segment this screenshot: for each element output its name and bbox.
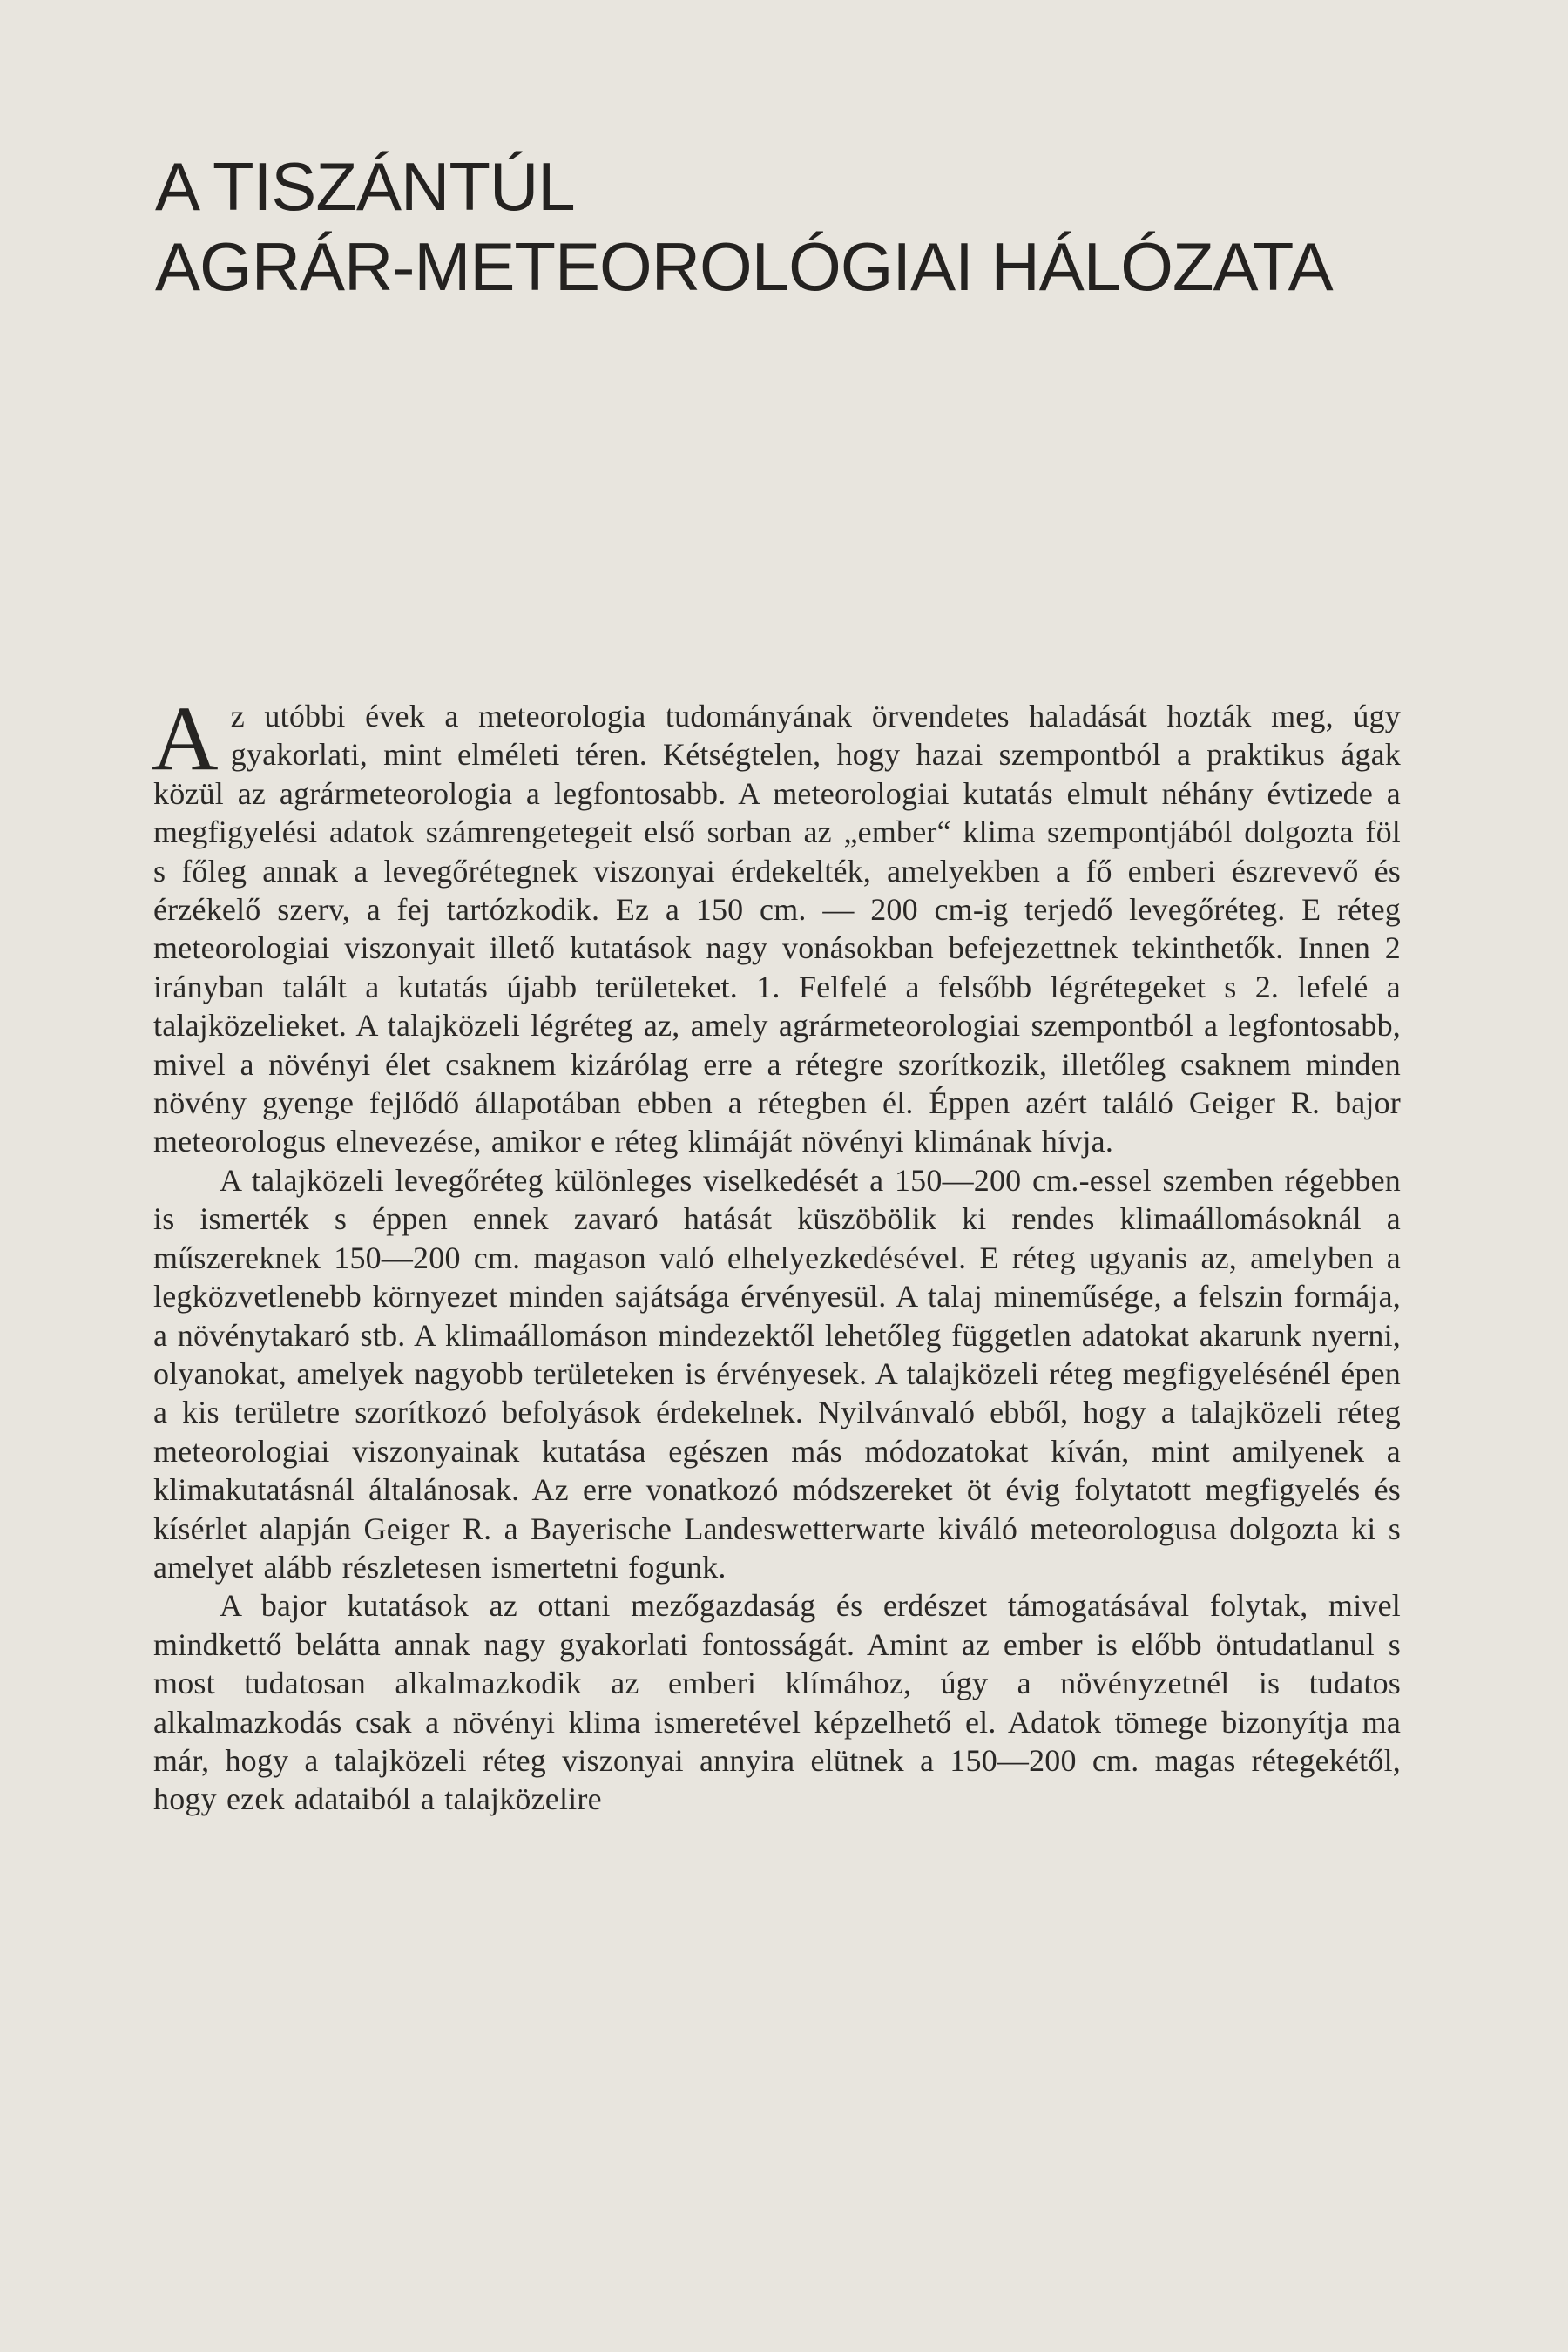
title-line-2: AGRÁR-METEOROLÓGIAI HÁLÓZATA xyxy=(155,228,1333,305)
paragraph-2: A talajközeli levegőréteg különleges viselkedését a 150—200 cm.-essel szemben régebben is ismerték s éppen ennek zavaró hatását küszöbölik ki rendes klimaállomásoknál a műszereknek 150—200 cm. magason való elhelyezkedésével. E réteg ugyanis az, amelyben a legközvetlenebb környezet minden sajátsága érvényesül. A talaj mineműsége, a felszin formája, a növénytakaró stb. A klimaállomáson mindezektől lehetőleg független adatokat akarunk nyerni, olyanokat, amelyek nagyobb területeken is érvényesek. A talajközeli réteg megfigyelésénél épen a kis területre szorítkozó befolyások érdekelnek. Nyilvánvaló ebből, hogy a talajközeli réteg meteorologiai viszonyainak kutatása egészen más módozatokat kíván, mint amilyenek a klimakutatásnál általánosak. Az erre vonatkozó módszereket öt évig folytatott megfigyelés és kísérlet alapján Geiger R. a Bayerische Landeswetterwarte kiváló meteorologusa dolgozta ki s amelyet alább részletesen ismertetni fogunk. xyxy=(153,1162,1401,1585)
paragraph-1-text: z utóbbi évek a meteorologia tudományának örvendetes haladását hozták meg, úgy gyakorlati, mint elméleti téren. Kétségtelen, hogy hazai szempontból a praktikus ágak közül az agrármeteorologia a legfontosabb. A meteorologiai kutatás elmult néhány évtizede a megfigyelési adatok számrengetegeit első sorban az „ember“ klima szempontjából dolgozta föl s főleg annak a levegőrétegnek viszonyai érdekelték, amelyekben a fő emberi észrevevő és érzékelő szerv, a fej tartózkodik. Ez a 150 cm. — 200 cm-ig terjedő levegőréteg. E réteg meteorologiai viszonyait illető kutatások nagy vonásokban befejezettnek tekinthetők. Innen 2 irányban talált a kutatás újabb területeket. 1. Felfelé a felsőbb légrétegeket s 2. lefelé a talajközelieket. A talajközeli légréteg az, amely agrármeteorologiai szempontból a legfontosabb, mivel a növényi élet csaknem kizárólag erre a rétegre szorítkozik, illetőleg csaknem minden növény gyenge fejlődő állapotában ebben a rétegben él. Éppen azért találó Geiger R. bajor meteorologus elnevezése, amikor e réteg klimáját növényi klimának hívja. xyxy=(153,699,1401,1159)
title-line-1: A TISZÁNTÚL xyxy=(155,148,575,225)
article-title xyxy=(155,146,1418,307)
drop-cap: A xyxy=(152,687,219,789)
article-body xyxy=(152,687,1401,1819)
paragraph-1 xyxy=(152,687,1401,1161)
paragraph-3: A bajor kutatások az ottani mezőgazdaság és erdészet támogatásával folytak, mivel mindkettő belátta annak nagy gyakorlati fontosságát. Amint az ember is előbb öntudatlanul s most tudatosan alkalmazkodik az emberi klímához, úgy a növényzetnél is tudatos alkalmazkodás csak a növényi klima ismeretével képzelhető el. Adatok tömege bizonyítja ma már, hogy a talajközeli réteg viszonyai annyira elütnek a 150—200 cm. magas rétegekétől, hogy ezek adataiból a talajközelire xyxy=(153,1588,1401,1817)
